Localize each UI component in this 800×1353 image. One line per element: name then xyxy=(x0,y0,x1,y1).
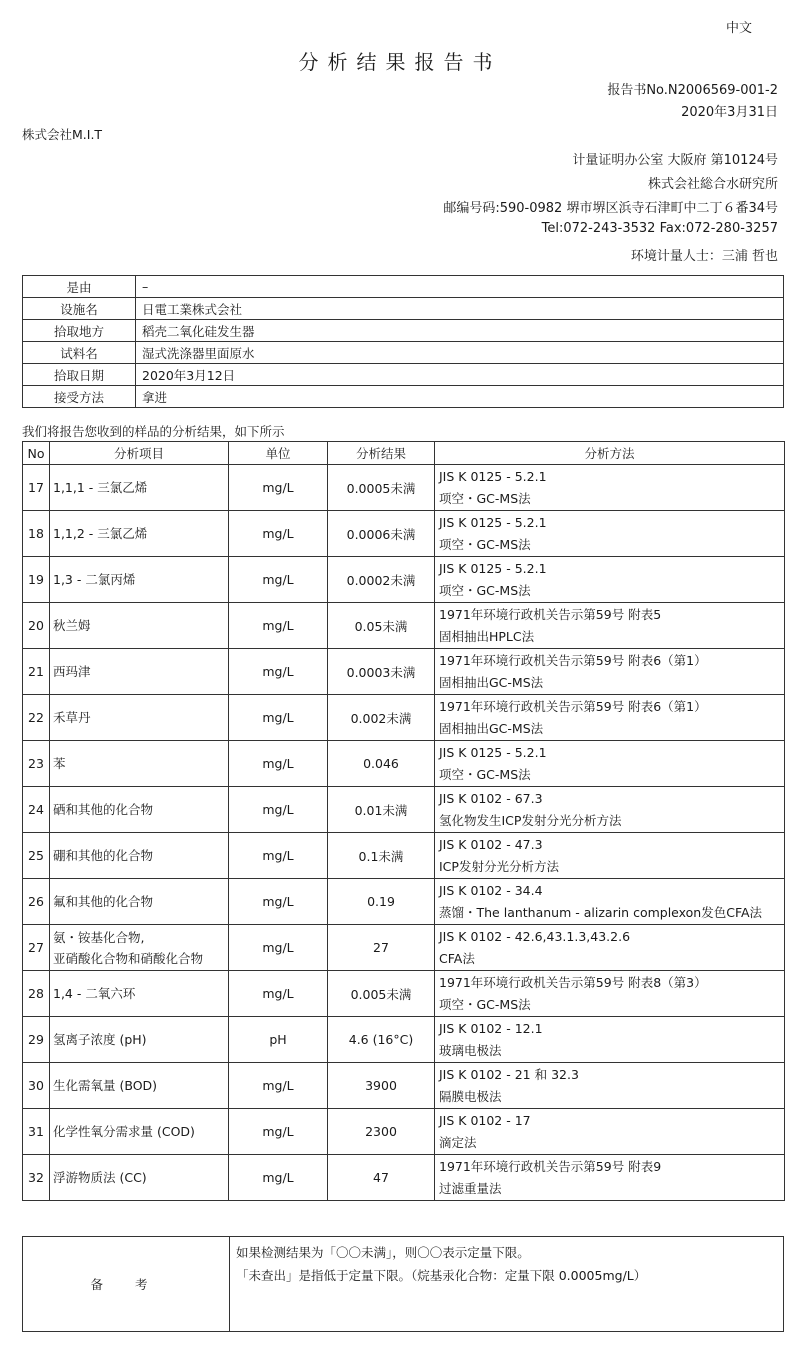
analysis-method xyxy=(435,1109,785,1155)
info-label: 是由 xyxy=(23,276,136,298)
row-number: 26 xyxy=(23,879,50,925)
method-technique: 固相抽出HPLC法 xyxy=(439,628,535,644)
info-row xyxy=(23,364,784,386)
info-value: – xyxy=(136,276,784,298)
issuer-engineer: 环境计量人士：三浦 哲也 xyxy=(630,249,778,264)
method-technique: 氢化物发生ICP发射分光分析方法 xyxy=(439,812,622,828)
analysis-item xyxy=(50,649,229,695)
issuer-company: 株式会社総合水研究所 xyxy=(647,177,778,192)
analysis-method xyxy=(435,695,785,741)
notes-line: 「未查出」是指低于定量下限。（烷基汞化合物：定量下限 0.0005mg/L） xyxy=(236,1268,647,1283)
notes-text xyxy=(230,1237,784,1332)
results-intro: 我们将报告您收到的样品的分析结果，如下所示 xyxy=(22,424,285,439)
row-number: 24 xyxy=(23,787,50,833)
analysis-method xyxy=(435,741,785,787)
report-title: 分析结果报告书 xyxy=(298,50,502,74)
col-method-header: 分析方法 xyxy=(435,442,785,465)
info-label: 接受方法 xyxy=(23,386,136,408)
row-number: 25 xyxy=(23,833,50,879)
analysis-item xyxy=(50,925,229,971)
analysis-result: 0.0003未满 xyxy=(328,649,435,695)
table-row xyxy=(23,695,785,741)
item-line: 氢离子浓度 (pH) xyxy=(53,1032,147,1047)
sample-info-table xyxy=(22,275,784,408)
analysis-method xyxy=(435,1063,785,1109)
analysis-method xyxy=(435,1155,785,1201)
analysis-result: 4.6 (16°C) xyxy=(328,1017,435,1063)
unit: mg/L xyxy=(229,787,328,833)
notes-label: 备 考 xyxy=(23,1237,230,1332)
method-standard: JIS K 0102 - 34.4 xyxy=(439,882,543,898)
table-row xyxy=(23,465,785,511)
table-row xyxy=(23,1155,785,1201)
method-technique: 隔膜电极法 xyxy=(439,1088,502,1104)
info-label: 设施名 xyxy=(23,298,136,320)
unit: pH xyxy=(229,1017,328,1063)
report-number: 报告书No.N2006569-001-2 xyxy=(607,83,778,98)
method-technique: 项空・GC-MS法 xyxy=(439,582,531,598)
analysis-item xyxy=(50,879,229,925)
unit: mg/L xyxy=(229,603,328,649)
analysis-result: 0.05未满 xyxy=(328,603,435,649)
analysis-result: 0.01未满 xyxy=(328,787,435,833)
analysis-result: 0.0006未满 xyxy=(328,511,435,557)
item-line: 西玛津 xyxy=(53,664,91,679)
method-standard: JIS K 0102 - 12.1 xyxy=(439,1020,543,1036)
analysis-result: 0.1未满 xyxy=(328,833,435,879)
unit: mg/L xyxy=(229,511,328,557)
analysis-result: 0.005未满 xyxy=(328,971,435,1017)
analysis-item xyxy=(50,557,229,603)
notes-line: 如果检测结果为「〇〇未满」，则〇〇表示定量下限。 xyxy=(236,1245,530,1260)
item-line: 化学性氧分需求量 (COD) xyxy=(53,1124,195,1139)
method-technique: 滴定法 xyxy=(439,1134,477,1150)
info-row xyxy=(23,276,784,298)
analysis-result: 27 xyxy=(328,925,435,971)
certification-office: 计量证明办公室 大阪府 第10124号 xyxy=(572,153,778,168)
unit: mg/L xyxy=(229,925,328,971)
analysis-method xyxy=(435,649,785,695)
unit: mg/L xyxy=(229,649,328,695)
row-number: 28 xyxy=(23,971,50,1017)
analysis-method xyxy=(435,511,785,557)
info-value: 稻壳二氧化硅发生器 xyxy=(136,320,784,342)
info-row xyxy=(23,320,784,342)
unit: mg/L xyxy=(229,557,328,603)
method-technique: 玻璃电极法 xyxy=(439,1042,502,1058)
analysis-method xyxy=(435,925,785,971)
col-result-header: 分析结果 xyxy=(328,442,435,465)
analysis-item xyxy=(50,695,229,741)
method-standard: JIS K 0102 - 47.3 xyxy=(439,836,543,852)
method-technique: 固相抽出GC-MS法 xyxy=(439,674,544,690)
analysis-method xyxy=(435,833,785,879)
results-table xyxy=(22,441,785,1201)
info-label: 拾取日期 xyxy=(23,364,136,386)
unit: mg/L xyxy=(229,879,328,925)
item-line: 1,1,1 - 三氯乙烯 xyxy=(53,480,148,495)
method-standard: JIS K 0125 - 5.2.1 xyxy=(439,744,547,760)
analysis-method xyxy=(435,465,785,511)
col-item-header: 分析项目 xyxy=(50,442,229,465)
analysis-method xyxy=(435,787,785,833)
info-value: 2020年3月12日 xyxy=(136,364,784,386)
method-technique: 项空・GC-MS法 xyxy=(439,490,531,506)
row-number: 29 xyxy=(23,1017,50,1063)
item-line: 1,1,2 - 三氯乙烯 xyxy=(53,526,148,541)
method-standard: JIS K 0125 - 5.2.1 xyxy=(439,560,547,576)
analysis-method xyxy=(435,971,785,1017)
analysis-item xyxy=(50,1017,229,1063)
row-number: 31 xyxy=(23,1109,50,1155)
unit: mg/L xyxy=(229,1063,328,1109)
method-technique: CFA法 xyxy=(439,950,475,966)
analysis-result: 0.002未满 xyxy=(328,695,435,741)
table-row xyxy=(23,741,785,787)
table-row xyxy=(23,787,785,833)
row-number: 32 xyxy=(23,1155,50,1201)
unit: mg/L xyxy=(229,1155,328,1201)
table-row xyxy=(23,925,785,971)
analysis-item xyxy=(50,603,229,649)
method-technique: ICP发射分光分析方法 xyxy=(439,858,559,874)
table-row xyxy=(23,649,785,695)
method-standard: JIS K 0125 - 5.2.1 xyxy=(439,514,547,530)
analysis-item xyxy=(50,1109,229,1155)
info-label: 试料名 xyxy=(23,342,136,364)
analysis-result: 3900 xyxy=(328,1063,435,1109)
row-number: 27 xyxy=(23,925,50,971)
item-line: 1,4 - 二氧六环 xyxy=(53,986,136,1001)
analysis-item xyxy=(50,1063,229,1109)
item-line: 硒和其他的化合物 xyxy=(53,802,154,817)
row-number: 22 xyxy=(23,695,50,741)
issuer-address: 邮编号码:590-0982 堺市堺区浜寺石津町中二丁６番34号 xyxy=(443,201,778,216)
row-number: 20 xyxy=(23,603,50,649)
row-number: 30 xyxy=(23,1063,50,1109)
info-value: 湿式洗涤器里面原水 xyxy=(136,342,784,364)
method-technique: 固相抽出GC-MS法 xyxy=(439,720,544,736)
item-line: 亚硝酸化合物和硝酸化合物 xyxy=(53,950,204,966)
table-row xyxy=(23,1109,785,1155)
table-row xyxy=(23,1063,785,1109)
analysis-item xyxy=(50,787,229,833)
unit: mg/L xyxy=(229,1109,328,1155)
analysis-method xyxy=(435,879,785,925)
table-row xyxy=(23,833,785,879)
analysis-method xyxy=(435,603,785,649)
issuer-contact: Tel:072-243-3532 Fax:072-280-3257 xyxy=(541,221,778,236)
item-line: 1,3 - 二氯丙烯 xyxy=(53,572,136,587)
unit: mg/L xyxy=(229,465,328,511)
analysis-item xyxy=(50,741,229,787)
results-header-row xyxy=(23,442,785,465)
table-row xyxy=(23,1017,785,1063)
info-value: 拿进 xyxy=(136,386,784,408)
analysis-result: 0.0005未满 xyxy=(328,465,435,511)
unit: mg/L xyxy=(229,741,328,787)
table-row xyxy=(23,971,785,1017)
method-standard: 1971年环境行政机关告示第59号 附表5 xyxy=(439,606,662,622)
item-line: 禾草丹 xyxy=(53,710,91,725)
method-standard: JIS K 0125 - 5.2.1 xyxy=(439,468,547,484)
item-line: 氟和其他的化合物 xyxy=(53,894,154,909)
method-standard: JIS K 0102 - 42.6,43.1.3,43.2.6 xyxy=(439,928,631,944)
table-row xyxy=(23,557,785,603)
item-line: 苯 xyxy=(53,756,66,771)
row-number: 21 xyxy=(23,649,50,695)
analysis-method xyxy=(435,557,785,603)
method-standard: JIS K 0102 - 21 和 32.3 xyxy=(439,1066,579,1082)
item-line: 浮游物质法 (CC) xyxy=(53,1170,147,1185)
notes-table xyxy=(22,1236,784,1332)
unit: mg/L xyxy=(229,833,328,879)
analysis-result: 47 xyxy=(328,1155,435,1201)
report-date: 2020年3月31日 xyxy=(681,105,778,120)
method-standard: JIS K 0102 - 67.3 xyxy=(439,790,543,806)
item-line: 氨・铵基化合物, xyxy=(53,929,145,945)
unit: mg/L xyxy=(229,695,328,741)
analysis-item xyxy=(50,465,229,511)
table-row xyxy=(23,879,785,925)
method-standard: 1971年环境行政机关告示第59号 附表9 xyxy=(439,1158,662,1174)
analysis-item xyxy=(50,971,229,1017)
info-value: 日電工業株式会社 xyxy=(136,298,784,320)
analysis-item xyxy=(50,833,229,879)
info-label: 拾取地方 xyxy=(23,320,136,342)
method-standard: 1971年环境行政机关告示第59号 附表6（第1） xyxy=(439,698,707,714)
col-unit-header: 单位 xyxy=(229,442,328,465)
client-name: 株式会社M.I.T xyxy=(22,127,103,142)
method-technique: 过滤重量法 xyxy=(439,1180,502,1196)
table-row xyxy=(23,603,785,649)
info-row xyxy=(23,342,784,364)
method-standard: 1971年环境行政机关告示第59号 附表6（第1） xyxy=(439,652,707,668)
col-no-header: No xyxy=(23,442,50,465)
language-label[interactable]: 中文 xyxy=(725,21,752,36)
method-standard: JIS K 0102 - 17 xyxy=(439,1112,531,1128)
info-row xyxy=(23,298,784,320)
analysis-item xyxy=(50,1155,229,1201)
item-line: 秋兰姆 xyxy=(53,618,91,633)
unit: mg/L xyxy=(229,971,328,1017)
method-technique: 项空・GC-MS法 xyxy=(439,766,531,782)
method-technique: 蒸馏・The lanthanum - alizarin complexon发色CFA法 xyxy=(439,904,763,920)
row-number: 23 xyxy=(23,741,50,787)
analysis-result: 0.0002未满 xyxy=(328,557,435,603)
analysis-result: 2300 xyxy=(328,1109,435,1155)
table-row xyxy=(23,511,785,557)
analysis-result: 0.046 xyxy=(328,741,435,787)
row-number: 19 xyxy=(23,557,50,603)
analysis-item xyxy=(50,511,229,557)
row-number: 18 xyxy=(23,511,50,557)
analysis-method xyxy=(435,1017,785,1063)
method-standard: 1971年环境行政机关告示第59号 附表8（第3） xyxy=(439,974,707,990)
row-number: 17 xyxy=(23,465,50,511)
method-technique: 项空・GC-MS法 xyxy=(439,996,531,1012)
item-line: 生化需氧量 (BOD) xyxy=(53,1078,158,1093)
method-technique: 项空・GC-MS法 xyxy=(439,536,531,552)
analysis-result: 0.19 xyxy=(328,879,435,925)
info-row xyxy=(23,386,784,408)
item-line: 硼和其他的化合物 xyxy=(53,848,154,863)
